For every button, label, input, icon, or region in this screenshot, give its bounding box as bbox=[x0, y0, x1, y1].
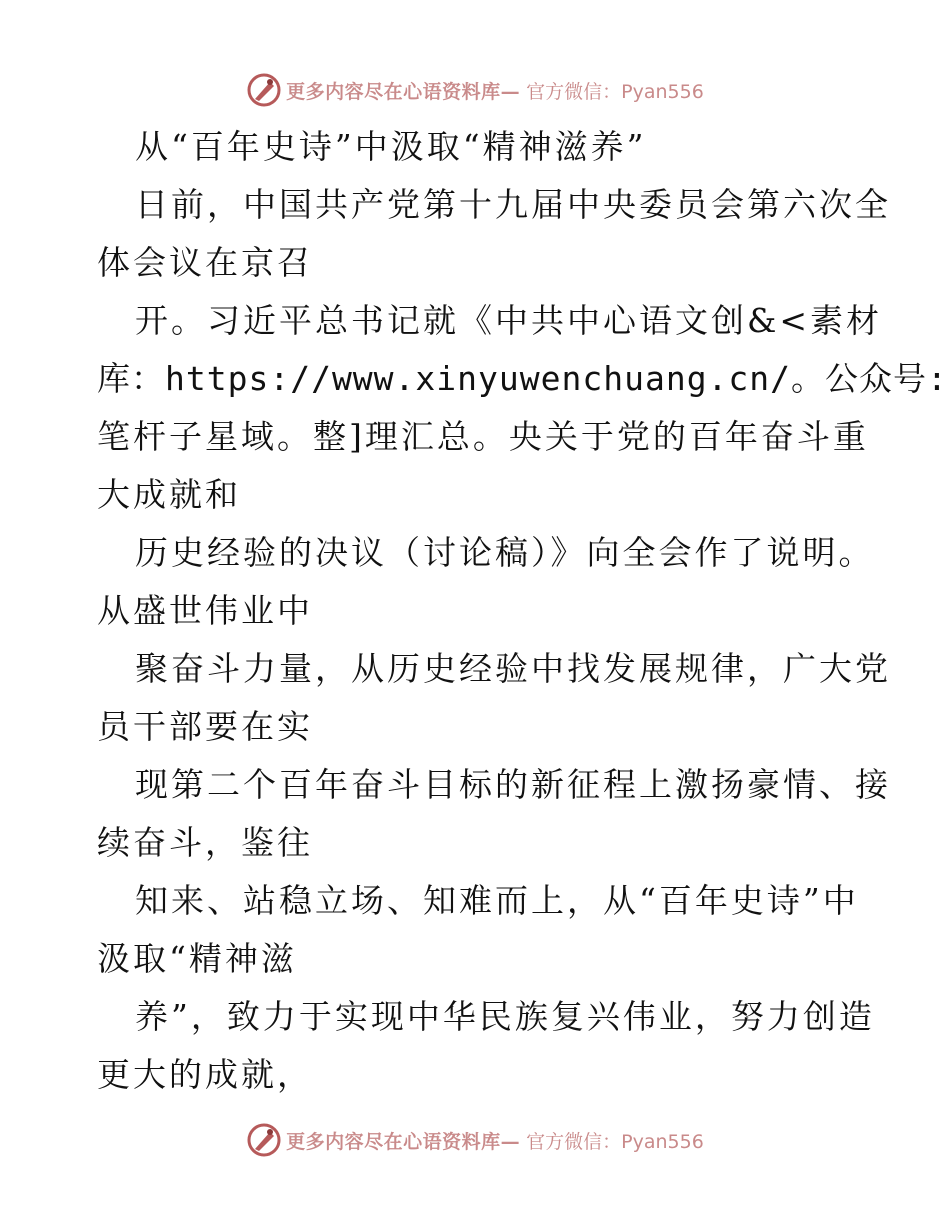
paragraph-line: 知来、站稳立场、知难而上，从“百年史诗”中 bbox=[135, 881, 859, 920]
header-banner bbox=[0, 70, 950, 110]
paragraph-line: 现第二个百年奋斗目标的新征程上激扬豪情、接 bbox=[135, 765, 891, 804]
paragraph-line: 续奋斗，鉴往 bbox=[97, 823, 313, 862]
banner-wechat: 官方微信：Pyan556 bbox=[526, 80, 704, 103]
paragraph-line: 员干部要在实 bbox=[97, 707, 313, 746]
pen-logo-icon bbox=[246, 1122, 282, 1158]
document-title: 从“百年史诗”中汲取“精神滋养” bbox=[135, 127, 647, 166]
banner-text: 更多内容尽在心语资料库— bbox=[286, 1130, 521, 1153]
paragraph-line-url: 库：https://www.xinyuwenchuang.cn/。公众号: bbox=[97, 359, 948, 398]
footer-banner bbox=[0, 1120, 950, 1160]
paragraph-line: 笔杆子星域。整]理汇总。央关于党的百年奋斗重 bbox=[97, 417, 869, 456]
paragraph-line: 大成就和 bbox=[97, 475, 241, 514]
banner-text: 更多内容尽在心语资料库— bbox=[286, 80, 521, 103]
paragraph-line: 更大的成就， bbox=[97, 1055, 313, 1094]
paragraph-line: 汲取“精神滋 bbox=[97, 939, 297, 978]
banner-wechat: 官方微信：Pyan556 bbox=[526, 1130, 704, 1153]
pen-logo-icon bbox=[246, 72, 282, 108]
paragraph-line: 聚奋斗力量，从历史经验中找发展规律，广大党 bbox=[135, 649, 891, 688]
paragraph-line: 从盛世伟业中 bbox=[97, 591, 313, 630]
paragraph-line: 日前，中国共产党第十九届中央委员会第六次全 bbox=[135, 185, 891, 224]
paragraph-line: 体会议在京召 bbox=[97, 243, 313, 282]
paragraph-line: 开。习近平总书记就《中共中心语文创&<素材 bbox=[135, 301, 883, 340]
paragraph-line: 历史经验的决议（讨论稿）》向全会作了说明。 bbox=[135, 533, 875, 572]
paragraph-line: 养”，致力于实现中华民族复兴伟业，努力创造 bbox=[135, 997, 875, 1036]
document-body bbox=[97, 118, 948, 1104]
